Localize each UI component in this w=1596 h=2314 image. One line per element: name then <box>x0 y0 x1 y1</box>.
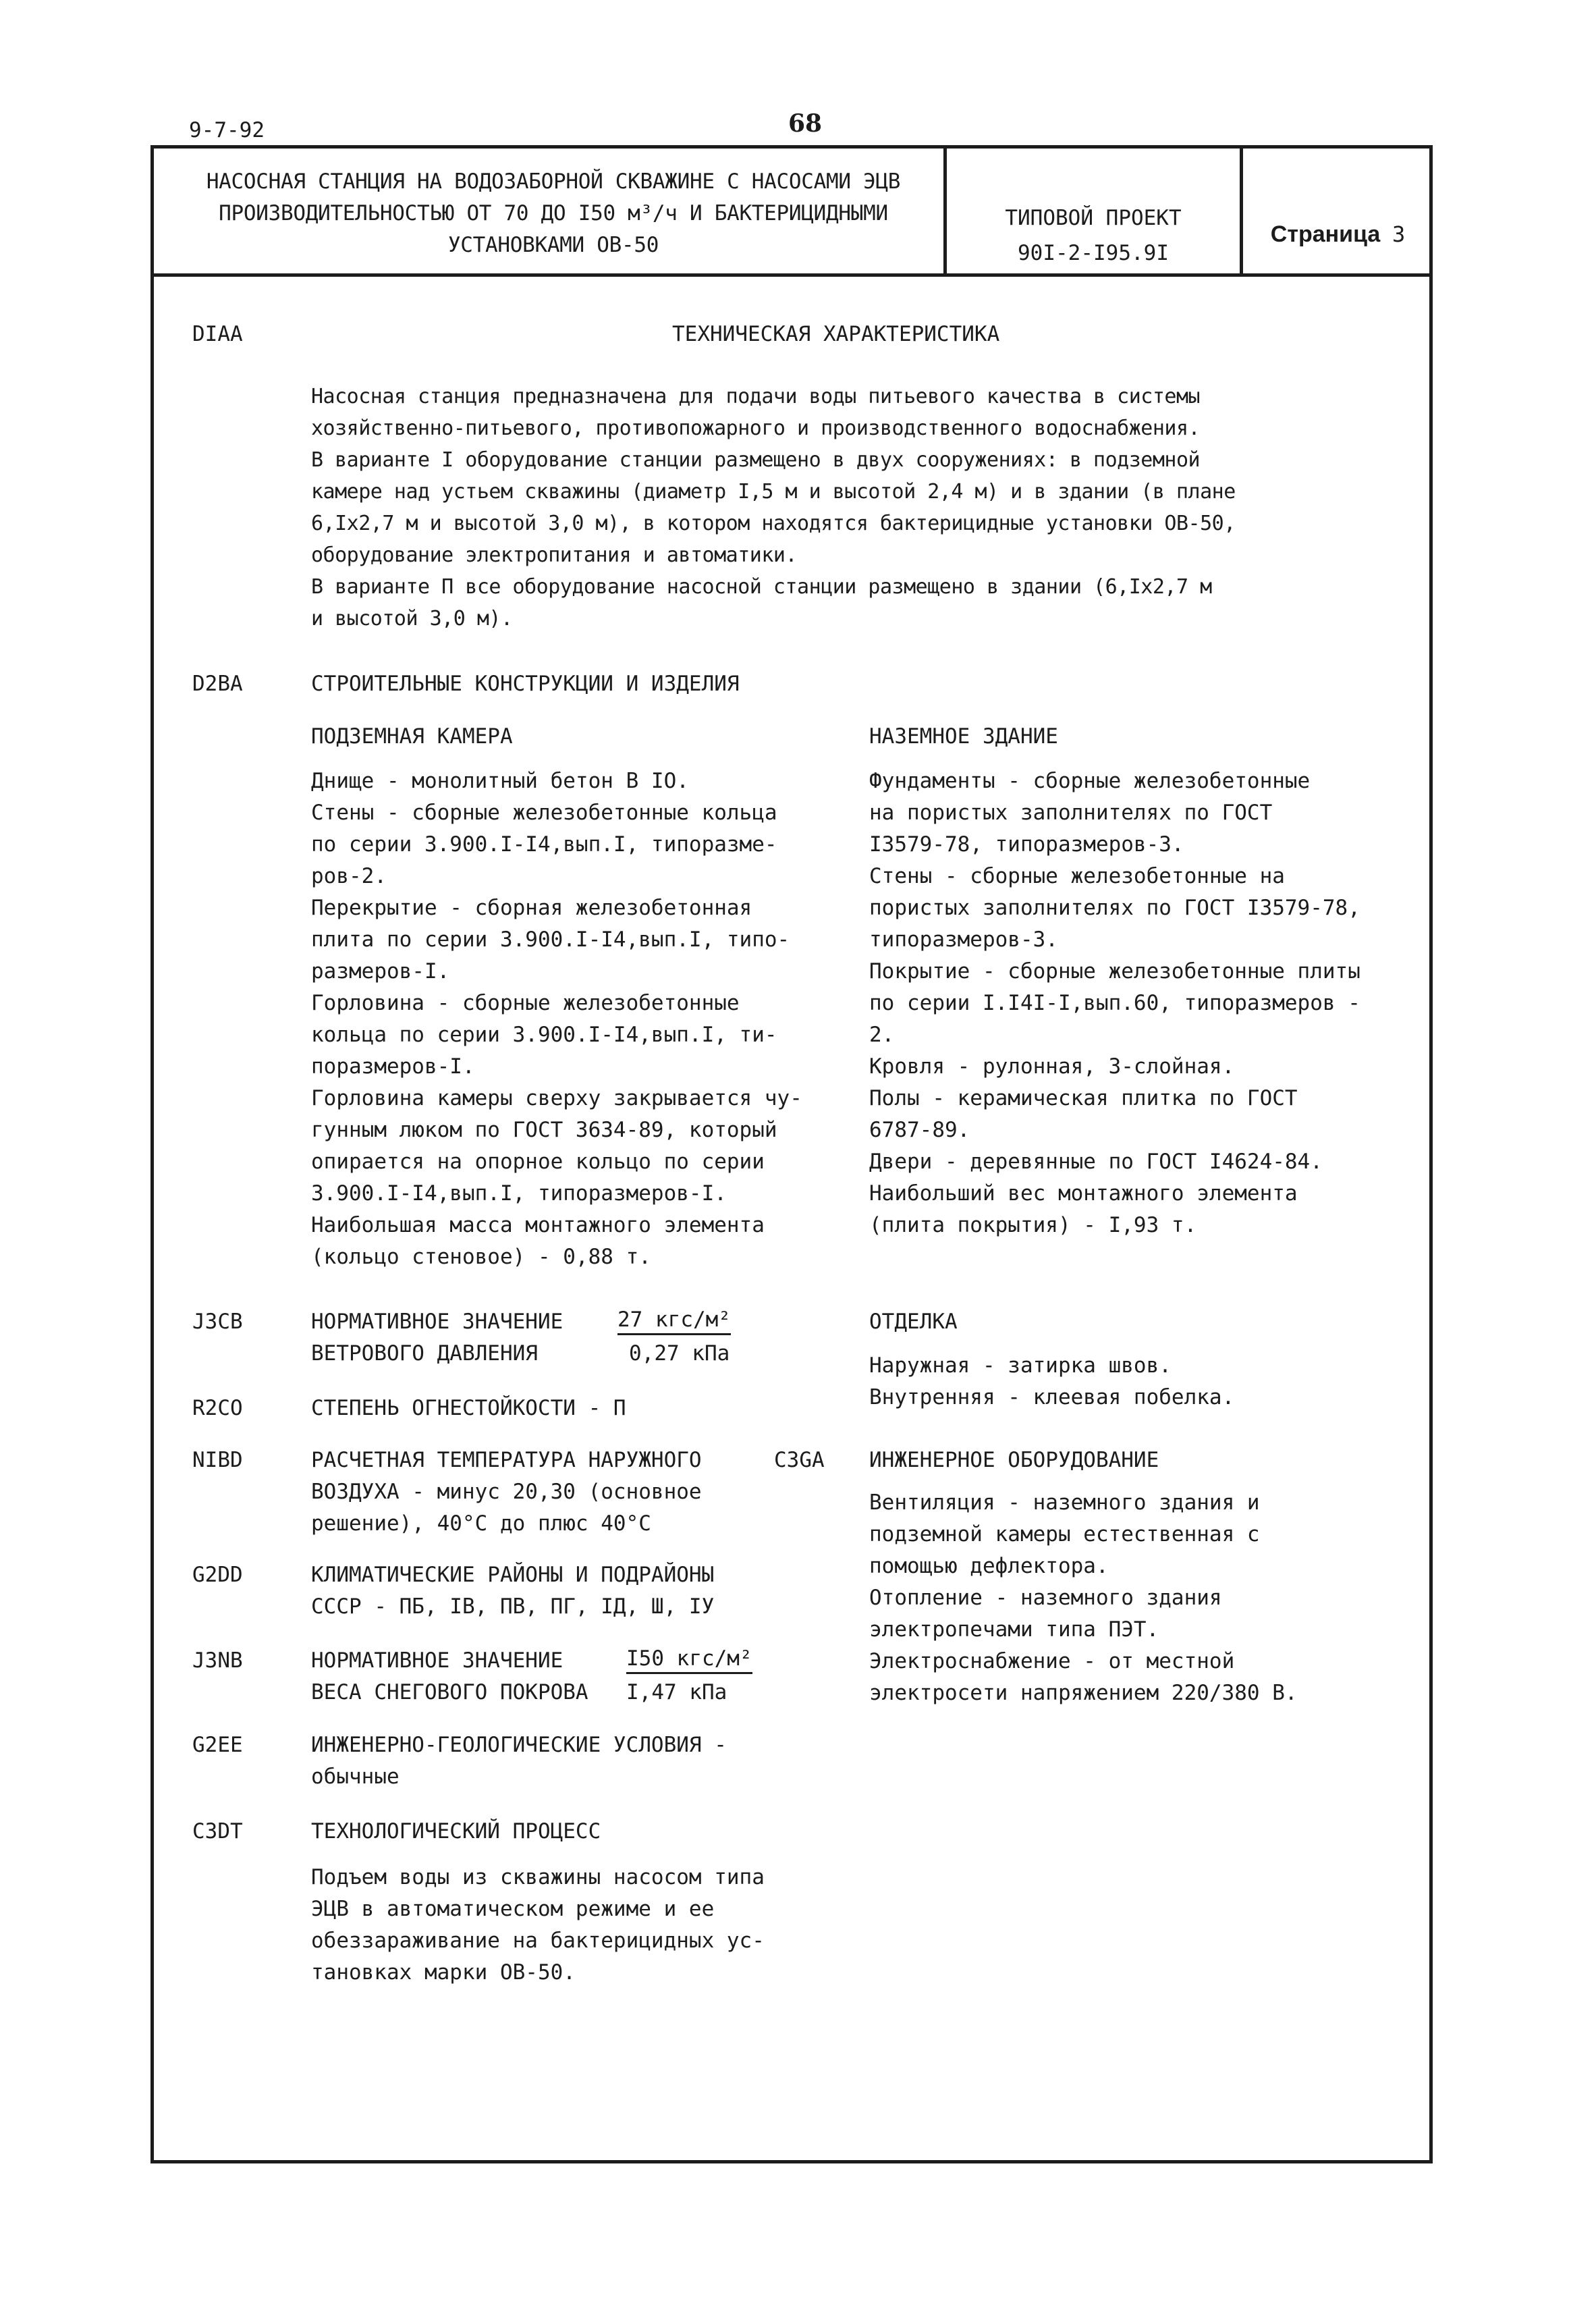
finish-heading: ОТДЕЛКА <box>869 1310 958 1334</box>
chamber-line-13: опирается на опорное кольцо по серии <box>311 1150 765 1174</box>
process-line-2: ЭЦВ в автоматическом режиме и ее <box>311 1897 715 1921</box>
section-code-c3dt: C3DT <box>192 1819 243 1844</box>
section-code-j3cb: J3CB <box>192 1310 243 1334</box>
building-line-14: Наибольший вес монтажного элемента <box>869 1181 1298 1206</box>
building-line-1: Фундаменты - сборные железобетонные <box>869 769 1311 793</box>
finish-line-1: Наружная - затирка швов. <box>869 1353 1172 1378</box>
geology-line-2: обычные <box>311 1765 400 1789</box>
section-title-tech: ТЕХНИЧЕСКАЯ ХАРАКТЕРИСТИКА <box>672 322 1000 346</box>
engineering-line-6: Электроснабжение - от местной <box>869 1649 1235 1673</box>
tech-line-6: оборудование электропитания и автоматики. <box>311 543 798 567</box>
underground-chamber-heading: ПОДЗЕМНАЯ КАМЕРА <box>311 724 513 749</box>
section-code-g2dd: G2DD <box>192 1563 243 1587</box>
chamber-line-1: Днище - монолитный бетон В IО. <box>311 769 689 793</box>
climate-line-2: СССР - ПБ, IВ, ПВ, ПГ, IД, Ш, IУ <box>311 1594 715 1619</box>
engineering-line-2: подземной камеры естественная с <box>869 1522 1260 1546</box>
building-line-6: типоразмеров-3. <box>869 927 1058 952</box>
temperature-line-2: ВОЗДУХА - минус 20,30 (основное <box>311 1480 702 1504</box>
section-code-j3nb: J3NB <box>192 1648 243 1673</box>
chamber-line-9: кольца по серии 3.900.I-I4,вып.I, ти- <box>311 1023 777 1047</box>
chamber-line-5: Перекрытие - сборная железобетонная <box>311 896 752 920</box>
building-line-13: Двери - деревянные по ГОСТ I4624-84. <box>869 1150 1323 1174</box>
engineering-line-5: электропечами типа ПЭТ. <box>869 1617 1159 1642</box>
chamber-line-6: плита по серии 3.900.I-I4,вып.I, типо- <box>311 927 790 952</box>
building-line-9: 2. <box>869 1023 895 1047</box>
engineering-line-3: помощью дефлектора. <box>869 1554 1109 1578</box>
building-line-2: на пористых заполнителях по ГОСТ <box>869 801 1273 825</box>
section-code-d2ba: D2BA <box>192 672 243 696</box>
chamber-line-10: поразмеров-I. <box>311 1054 475 1079</box>
snow-line-2: ВЕСА СНЕГОВОГО ПОКРОВА <box>311 1680 588 1704</box>
chamber-line-15: Наибольшая масса монтажного элемента <box>311 1213 765 1237</box>
chamber-line-11: Горловина камеры сверху закрывается чу- <box>311 1086 802 1110</box>
chamber-line-12: гунным люком по ГОСТ 3634-89, который <box>311 1118 777 1142</box>
process-line-1: Подъем воды из скважины насосом типа <box>311 1865 765 1889</box>
section-code-d1aa: DIAA <box>192 322 243 346</box>
wind-value-kpa: 0,27 кПа <box>629 1341 730 1366</box>
engineering-line-4: Отопление - наземного здания <box>869 1586 1222 1610</box>
title-line-3: УСТАНОВКАМИ ОВ-50 <box>447 233 659 257</box>
finish-line-2: Внутренняя - клеевая побелка. <box>869 1385 1235 1409</box>
tech-line-5: 6,Iх2,7 м и высотой 3,0 м), в котором находятся бактерицидные установки ОВ-50, <box>311 512 1236 535</box>
project-code: 90I-2-I95.9I <box>1018 241 1169 265</box>
snow-value-kgf <box>626 1643 752 1674</box>
chamber-line-2: Стены - сборные железобетонные кольца <box>311 801 777 825</box>
wind-line-2: ВЕТРОВОГО ДАВЛЕНИЯ <box>311 1341 538 1366</box>
tech-line-4: камере над устьем скважины (диаметр I,5 м и высотой 2,4 м) и в здании (в плане <box>311 480 1236 504</box>
climate-line-1: КЛИМАТИЧЕСКИЕ РАЙОНЫ И ПОДРАЙОНЫ <box>311 1563 715 1587</box>
chamber-line-7: размеров-I. <box>311 959 450 984</box>
snow-line-1: НОРМАТИВНОЕ ЗНАЧЕНИЕ <box>311 1648 563 1673</box>
title-line-1: НАСОСНАЯ СТАНЦИЯ НА ВОДОЗАБОРНОЙ СКВАЖИНЕ С НАСОСАМИ ЭЦВ <box>206 169 901 194</box>
header-divider-2 <box>1240 145 1243 275</box>
chamber-line-8: Горловина - сборные железобетонные <box>311 991 740 1015</box>
building-line-4: Стены - сборные железобетонные на <box>869 864 1285 888</box>
wind-value-kgf-text: 27 кгс/м² <box>617 1306 731 1335</box>
engineering-heading: ИНЖЕНЕРНОЕ ОБОРУДОВАНИЕ <box>869 1448 1159 1472</box>
fire-resistance-text: СТЕПЕНЬ ОГНЕСТОЙКОСТИ - П <box>311 1396 626 1420</box>
snow-value-kpa: I,47 кПа <box>626 1680 727 1704</box>
wind-value-kgf <box>617 1304 731 1335</box>
document-title <box>169 166 938 261</box>
snow-value-kgf-text: I50 кгс/м² <box>626 1645 752 1674</box>
ground-building-heading: НАЗЕМНОЕ ЗДАНИЕ <box>869 724 1058 749</box>
process-heading: ТЕХНОЛОГИЧЕСКИЙ ПРОЦЕСС <box>311 1819 601 1844</box>
section-code-n1bd: NIBD <box>192 1448 243 1472</box>
process-line-3: обеззараживание на бактерицидных ус- <box>311 1929 765 1953</box>
temperature-line-1: РАСЧЕТНАЯ ТЕМПЕРАТУРА НАРУЖНОГО <box>311 1448 702 1472</box>
building-line-3: I3579-78, типоразмеров-3. <box>869 832 1184 857</box>
project-label: ТИПОВОЙ ПРОЕКТ <box>1005 206 1182 230</box>
chamber-line-4: ров-2. <box>311 864 387 888</box>
sheet-number: 68 <box>788 109 823 138</box>
chamber-line-3: по серии 3.900.I-I4,вып.I, типоразме- <box>311 832 777 857</box>
wind-line-1: НОРМАТИВНОЕ ЗНАЧЕНИЕ <box>311 1310 563 1334</box>
building-line-8: по серии I.I4I-I,вып.60, типоразмеров - <box>869 991 1360 1015</box>
chamber-line-16: (кольцо стеновое) - 0,88 т. <box>311 1245 651 1269</box>
document-date: 9-7-92 <box>189 118 265 142</box>
page-label: Страница <box>1270 221 1381 247</box>
section-code-r2co: R2CO <box>192 1396 243 1420</box>
tech-line-1: Насосная станция предназначена для подачи воды питьевого качества в системы <box>311 385 1201 408</box>
building-line-10: Кровля - рулонная, 3-слойная. <box>869 1054 1235 1079</box>
section-code-g2ee: G2EE <box>192 1733 243 1757</box>
title-line-2: ПРОИЗВОДИТЕЛЬНОСТЬЮ ОТ 70 ДО I50 м³/ч И БАКТЕРИЦИДНЫМИ <box>219 201 888 225</box>
engineering-line-1: Вентиляция - наземного здания и <box>869 1490 1260 1515</box>
tech-line-7: В варианте П все оборудование насосной станции размещено в здании (6,Iх2,7 м <box>311 575 1212 599</box>
geology-line-1: ИНЖЕНЕРНО-ГЕОЛОГИЧЕСКИЕ УСЛОВИЯ - <box>311 1733 727 1757</box>
building-line-15: (плита покрытия) - I,93 т. <box>869 1213 1197 1237</box>
section-title-structures: СТРОИТЕЛЬНЫЕ КОНСТРУКЦИИ И ИЗДЕЛИЯ <box>311 672 740 696</box>
building-line-5: пористых заполнителях по ГОСТ I3579-78, <box>869 896 1360 920</box>
engineering-line-7: электросети напряжением 220/380 В. <box>869 1681 1298 1705</box>
tech-line-3: В варианте I оборудование станции размещено в двух сооружениях: в подземной <box>311 448 1201 472</box>
page-indicator <box>1243 221 1433 248</box>
building-line-12: 6787-89. <box>869 1118 970 1142</box>
page-value: 3 <box>1392 221 1406 247</box>
temperature-line-3: решение), 40°С до плюс 40°С <box>311 1511 651 1536</box>
section-code-c3ga: C3GA <box>774 1448 825 1472</box>
chamber-line-14: 3.900.I-I4,вып.I, типоразмеров-I. <box>311 1181 727 1206</box>
tech-line-8: и высотой 3,0 м). <box>311 607 513 630</box>
building-line-11: Полы - керамическая плитка по ГОСТ <box>869 1086 1298 1110</box>
process-line-4: тановках марки ОВ-50. <box>311 1960 576 1985</box>
building-line-7: Покрытие - сборные железобетонные плиты <box>869 959 1360 984</box>
tech-line-2: хозяйственно-питьевого, противопожарного и производственного водоснабжения. <box>311 416 1201 440</box>
